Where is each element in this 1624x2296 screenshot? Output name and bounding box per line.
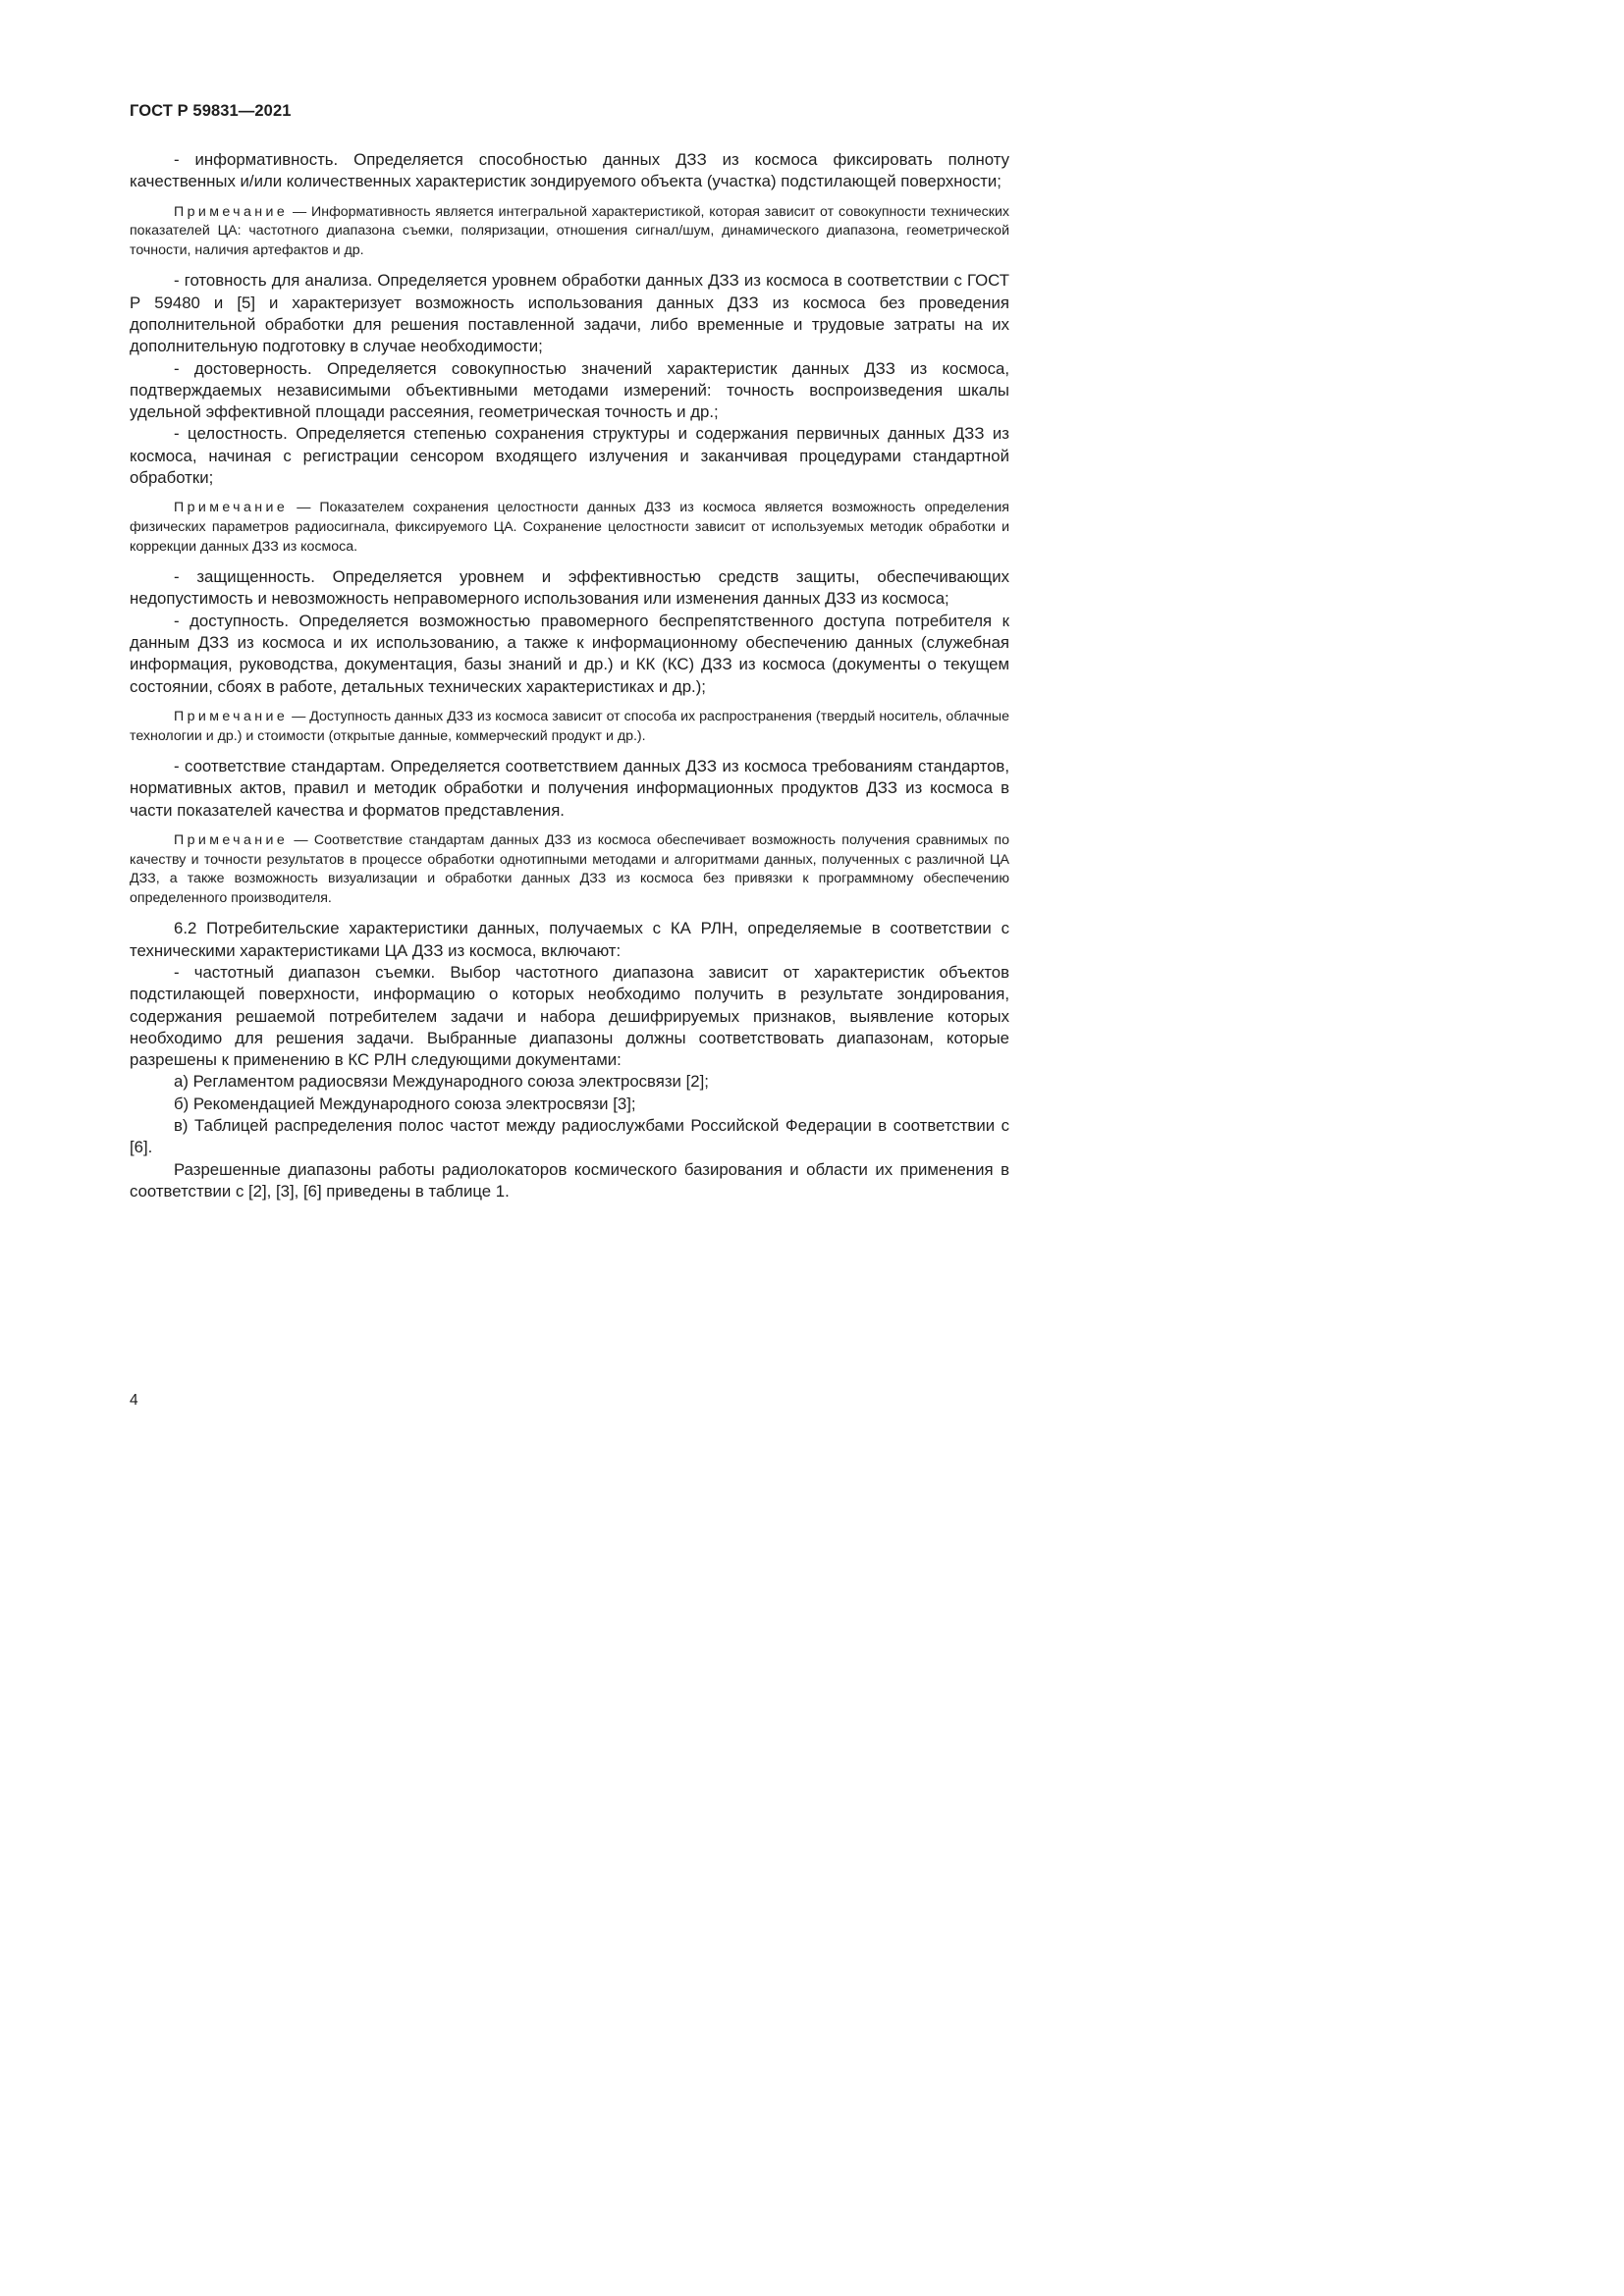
note-standards-compliance — [130, 831, 1009, 908]
section-6-2-paragraph: 6.2 Потребительские характеристики данных, получаемых с КА РЛН, определяемые в соответствии с техническими характеристиками ЦА ДЗЗ из космоса, включают: — [130, 919, 1009, 960]
paragraph-integrity: - целостность. Определяется степенью сохранения структуры и содержания первичных данных ДЗЗ из космоса, начиная с регистрации сенсором входящего излучения и заканчивая процедурами стандартной обработки; — [130, 424, 1009, 488]
note-label: Примечание — [174, 203, 289, 220]
note-text: — Доступность данных ДЗЗ из космоса зависит от способа их распространения (твердый носитель, облачные технологии и др.) и стоимости (открытые данные, коммерческий продукт и др.). — [130, 708, 1009, 744]
note-label: Примечание — [174, 831, 289, 848]
note-label: Примечание — [174, 708, 289, 724]
paragraph-frequency-range: - частотный диапазон съемки. Выбор частотного диапазона зависит от характеристик объектов подстилающей поверхности, информацию о которых необходимо получить в результате зондирования, содержания решаемой потребителем задачи и набора дешифрируемых признаков, выявление которых необходимо для решения задачи. Выбранные диапазоны должны соответствовать диапазонам, которые разрешены к применению в КС РЛН следующими документами: — [130, 962, 1009, 1070]
paragraph-readiness: - готовность для анализа. Определяется уровнем обработки данных ДЗЗ из космоса в соответствии с ГОСТ Р 59480 и [5] и характеризует возможность использования данных ДЗЗ из космоса без проведения дополнительной обработки для решения поставленной задачи, либо временные и трудовые затраты на их дополнительную подготовку в случае необходимости; — [130, 271, 1009, 356]
paragraph-informativeness: - информативность. Определяется способностью данных ДЗЗ из космоса фиксировать полноту качественных и/или количественных характеристик зондируемого объекта (участка) подстилающей поверхности; — [130, 150, 1009, 191]
list-item-b: б) Рекомендацией Международного союза электросвязи [3]; — [174, 1094, 636, 1113]
note-availability — [130, 708, 1009, 746]
document-body — [130, 149, 1009, 1202]
paragraph-availability: - доступность. Определяется возможностью правомерного беспрепятственного доступа потребителя к данным ДЗЗ из космоса и их использованию, а также к информационному обеспечению данных (служебная информация, руководства, документация, базы знаний и др.) и КК (КС) ДЗЗ из космоса (документы о текущем состоянии, сбоях в работе, детальных технических характеристиках и др.); — [130, 611, 1009, 696]
list-item-c: в) Таблицей распределения полос частот между радиослужбами Российской Федерации в соответствии с [6]. — [130, 1116, 1009, 1157]
page-number: 4 — [130, 1392, 138, 1409]
note-label: Примечание — [174, 500, 289, 516]
note-text: — Информативность является интегральной характеристикой, которая зависит от совокупности технических показателей ЦА: частотного диапазона съемки, поляризации, отношения сигнал/шум, динамического диапазона, геометрической точности, наличия артефактов и др. — [130, 203, 1010, 258]
document-header: ГОСТ Р 59831—2021 — [130, 102, 292, 120]
list-item-a: а) Регламентом радиосвязи Международного союза электросвязи [2]; — [174, 1072, 709, 1092]
paragraph-standards-compliance: - соответствие стандартам. Определяется соответствием данных ДЗЗ из космоса требованиям стандартов, нормативных актов, правил и методик обработки и получения информационных продуктов ДЗЗ из космоса в части показателей качества и форматов представления. — [130, 757, 1009, 820]
paragraph-allowed-ranges: Разрешенные диапазоны работы радиолокаторов космического базирования и области их применения в соответствии с [2], [3], [6] приведены в таблице 1. — [130, 1159, 1009, 1201]
paragraph-reliability: - достоверность. Определяется совокупностью значений характеристик данных ДЗЗ из космоса, подтверждаемых независимыми объективными методами измерений: точность воспроизведения шкалы удельной эффективной площади рассеяния, геометрическая точность и др.; — [130, 358, 1009, 422]
note-informativeness — [130, 203, 1009, 261]
paragraph-security: - защищенность. Определяется уровнем и эффективностью средств защиты, обеспечивающих недопустимость и невозможность неправомерного использования или изменения данных ДЗЗ из космоса; — [130, 567, 1009, 609]
note-text: — Показателем сохранения целостности данных ДЗЗ из космоса является возможность определения физических параметров радиосигнала, фиксируемого ЦА. Сохранение целостности зависит от используемых методик обработки и коррекции данных ДЗЗ из космоса. — [130, 500, 1009, 555]
note-integrity — [130, 499, 1009, 557]
note-text: — Соответствие стандартам данных ДЗЗ из космоса обеспечивает возможность получения сравнимых по качеству и точности результатов в процессе обработки однотипными методами и алгоритмами данных, полученных с различной ЦА ДЗЗ, а также возможность визуализации и обработки данных ДЗЗ из космоса без привязки к программному обеспечению определенного производителя. — [130, 831, 1009, 906]
document-page — [0, 0, 1083, 1531]
